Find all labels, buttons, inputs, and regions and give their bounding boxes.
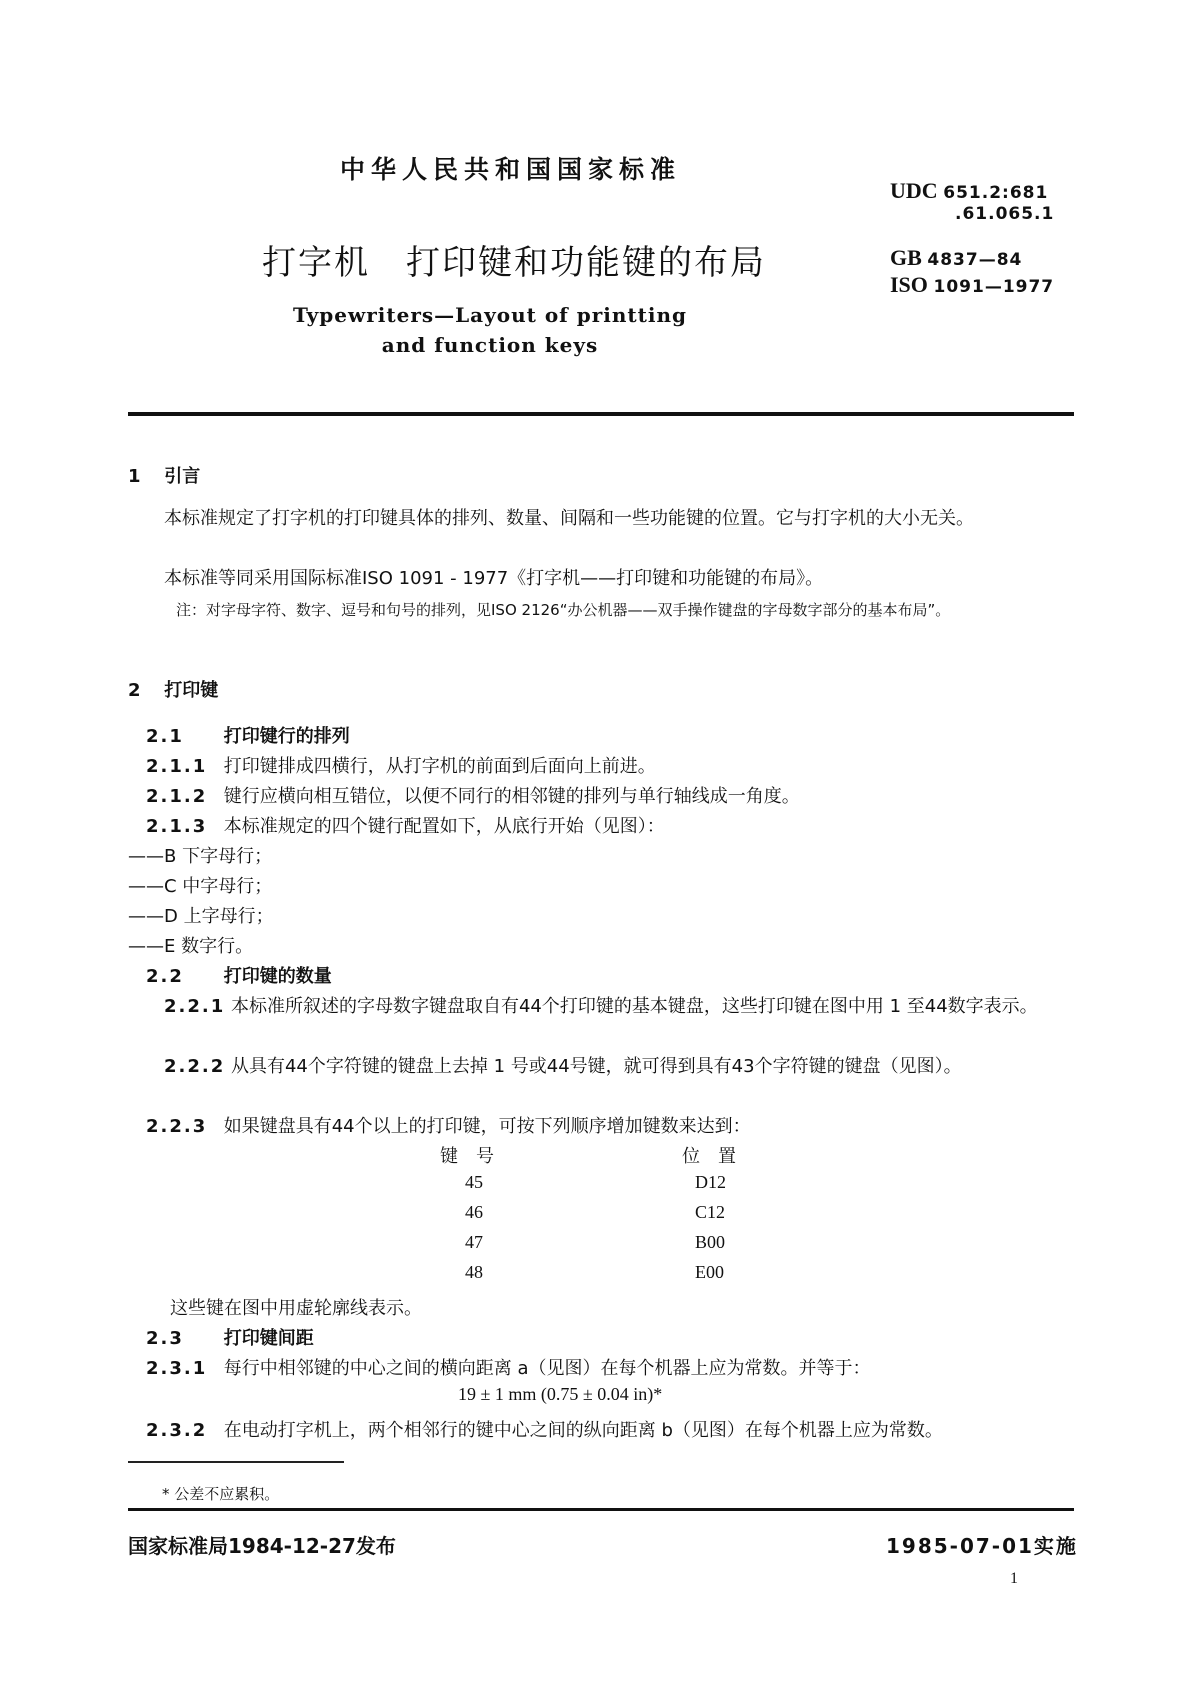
table-cell-key: 47 bbox=[465, 1232, 483, 1252]
clause-2-2 bbox=[146, 962, 332, 988]
table-header-position: 位 置 bbox=[682, 1146, 736, 1167]
iso-value: 1091—1977 bbox=[933, 277, 1055, 297]
clause-2-3-1 bbox=[146, 1354, 870, 1380]
footnote-divider bbox=[128, 1461, 344, 1463]
clause-text: 本标准规定的四个键行配置如下，从底行开始（见图）： bbox=[223, 816, 665, 837]
document-title-en bbox=[290, 300, 690, 360]
table-cell-position: B00 bbox=[695, 1232, 726, 1252]
udc-value: 651.2:681 bbox=[943, 183, 1049, 203]
implementation-date: 1985-07-01实施 bbox=[886, 1534, 1078, 1558]
section-1-heading bbox=[128, 462, 200, 488]
table-cell-position: C12 bbox=[695, 1202, 726, 1222]
national-standard-heading: 中华人民共和国国家标准 bbox=[340, 155, 682, 184]
clause-2-2-2 bbox=[128, 1052, 1074, 1082]
iso-label: ISO bbox=[890, 272, 928, 297]
section-number: 1 bbox=[128, 466, 141, 487]
clause-text: 本标准所叙述的字母数字键盘取自有44个打印键的基本键盘，这些打印键在图中用 1 至44数字表示。 bbox=[230, 996, 1038, 1017]
gb-number bbox=[890, 245, 1022, 271]
udc-code bbox=[890, 178, 1048, 204]
page-number: 1 bbox=[1010, 1570, 1018, 1587]
table-header-key-number: 键 号 bbox=[440, 1146, 494, 1167]
section-1-para2: 本标准等同采用国际标准ISO 1091 - 1977《打字机——打印键和功能键的布局》。 bbox=[164, 568, 824, 589]
document-title-cn: 打字机 打印键和功能键的布局 bbox=[262, 243, 766, 283]
clause-2-2-3 bbox=[146, 1112, 751, 1138]
udc-code-line2 bbox=[955, 204, 1054, 224]
clause-2-1-2 bbox=[146, 782, 800, 808]
header-divider bbox=[128, 412, 1074, 416]
title-en-line2: and function keys bbox=[381, 333, 599, 357]
clause-2-1-3 bbox=[146, 812, 665, 838]
clause-number: 2.2.1 bbox=[164, 996, 226, 1017]
clause-number: 2.1 bbox=[146, 726, 184, 747]
table-cell-key: 48 bbox=[465, 1262, 483, 1282]
clause-number: 2.2.2 bbox=[164, 1056, 226, 1077]
publication-date: 国家标准局1984-12-27发布 bbox=[128, 1534, 396, 1558]
row-item-d: ——D 上字母行； bbox=[128, 906, 274, 927]
clause-number: 2.3 bbox=[146, 1328, 184, 1349]
footer-divider bbox=[128, 1508, 1074, 1511]
clause-2-1 bbox=[146, 722, 350, 748]
clause-text: 在电动打字机上，两个相邻行的键中心之间的纵向距离 b（见图）在每个机器上应为常数。 bbox=[223, 1420, 943, 1441]
clause-title: 打印键间距 bbox=[223, 1328, 314, 1349]
table-cell-position: E00 bbox=[695, 1262, 724, 1282]
title-en-line1: Typewriters—Layout of printting bbox=[292, 303, 688, 327]
gb-value: 4837—84 bbox=[927, 250, 1023, 270]
section-1-note: 注：对字母字符、数字、逗号和句号的排列，见ISO 2126“办公机器——双手操作键盘的字母数字部分的基本布局”。 bbox=[176, 601, 951, 619]
clause-text: 从具有44个字符键的键盘上去掉 1 号或44号键，就可得到具有43个字符键的键盘（见图）。 bbox=[230, 1056, 962, 1077]
row-item-b: ——B 下字母行； bbox=[128, 846, 273, 867]
section-number: 2 bbox=[128, 680, 141, 701]
clause-2-1-1 bbox=[146, 752, 656, 778]
section-1-para1: 本标准规定了打字机的打印键具体的排列、数量、间隔和一些功能键的位置。它与打字机的大小无关。 bbox=[164, 508, 974, 529]
clause-title: 打印键行的排列 bbox=[223, 726, 350, 747]
udc-value-line2: .61.065.1 bbox=[955, 204, 1055, 224]
table-cell-key: 46 bbox=[465, 1202, 483, 1222]
clause-number: 2.2.3 bbox=[146, 1116, 208, 1137]
row-item-c: ——C 中字母行； bbox=[128, 876, 273, 897]
clause-2-2-1 bbox=[128, 992, 1074, 1022]
clause-2-3 bbox=[146, 1324, 314, 1350]
iso-number bbox=[890, 272, 1054, 298]
clause-number: 2.1.1 bbox=[146, 756, 208, 777]
row-item-e: ——E 数字行。 bbox=[128, 936, 254, 957]
spacing-formula: 19 ± 1 mm (0.75 ± 0.04 in)* bbox=[458, 1384, 663, 1404]
section-title: 引言 bbox=[164, 466, 201, 487]
footnote: * 公差不应累积。 bbox=[162, 1485, 280, 1503]
udc-label: UDC bbox=[890, 178, 938, 203]
clause-text: 键行应横向相互错位，以便不同行的相邻键的排列与单行轴线成一角度。 bbox=[223, 786, 800, 807]
clause-text: 打印键排成四横行，从打字机的前面到后面向上前进。 bbox=[223, 756, 656, 777]
clause-number: 2.2 bbox=[146, 966, 184, 987]
table-cell-key: 45 bbox=[465, 1172, 483, 1192]
section-title: 打印键 bbox=[164, 680, 219, 701]
clause-text: 每行中相邻键的中心之间的横向距离 a（见图）在每个机器上应为常数。并等于： bbox=[223, 1358, 871, 1379]
clause-number: 2.1.3 bbox=[146, 816, 208, 837]
clause-2-3-2 bbox=[146, 1416, 943, 1442]
clause-title: 打印键的数量 bbox=[223, 966, 332, 987]
section-2-heading bbox=[128, 676, 218, 702]
gb-label: GB bbox=[890, 245, 922, 270]
clause-text: 如果键盘具有44个以上的打印键，可按下列顺序增加键数来达到： bbox=[223, 1116, 751, 1137]
clause-number: 2.3.2 bbox=[146, 1420, 208, 1441]
clause-number: 2.1.2 bbox=[146, 786, 208, 807]
clause-number: 2.3.1 bbox=[146, 1358, 208, 1379]
table-cell-position: D12 bbox=[695, 1172, 726, 1192]
after-table-note: 这些键在图中用虚轮廓线表示。 bbox=[170, 1298, 422, 1319]
